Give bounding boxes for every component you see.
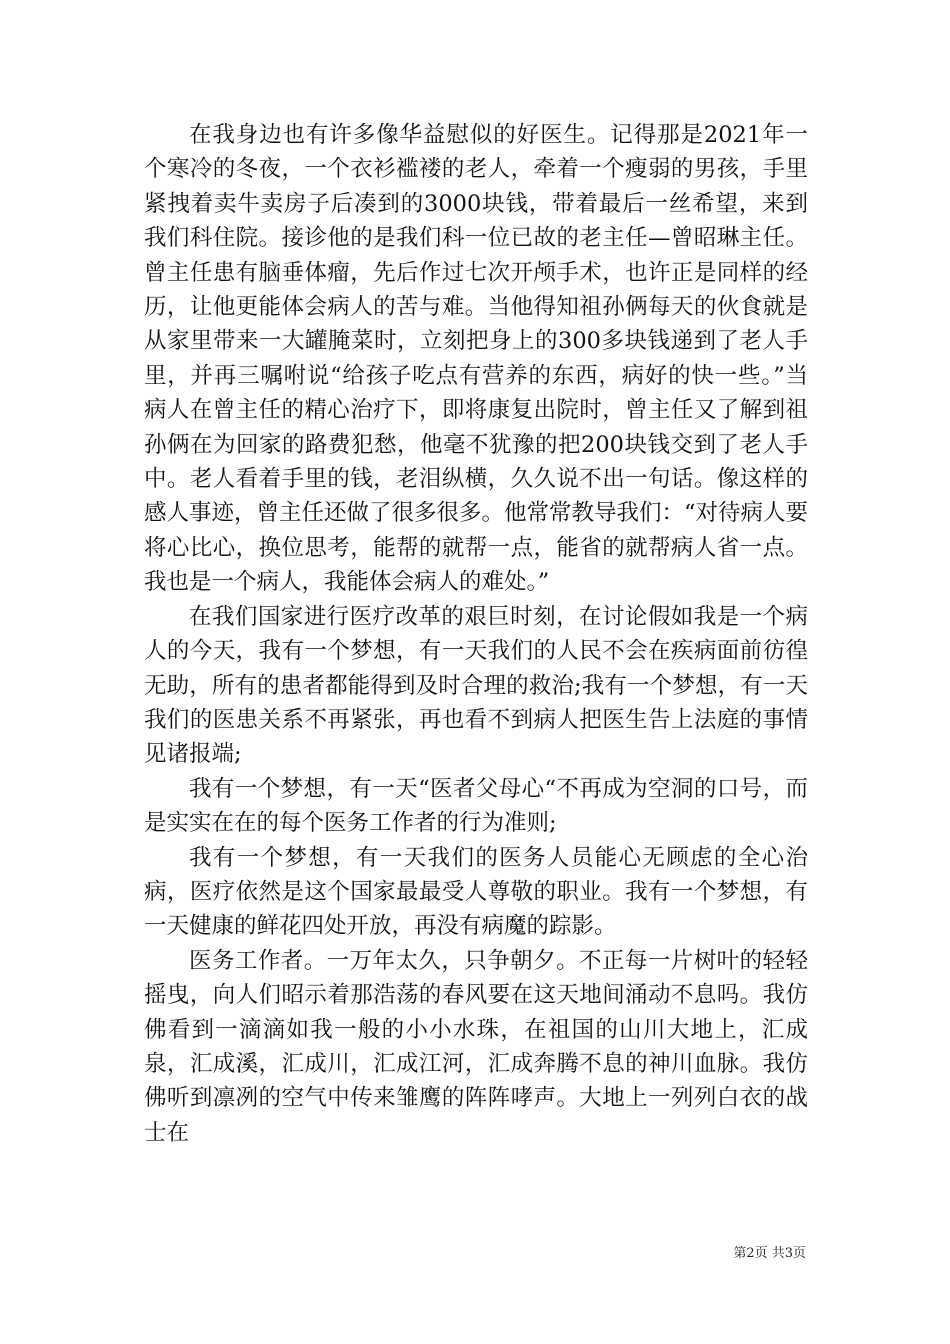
paragraph-dream-principle: 我有一个梦想，有一天“医者父母心“不再成为空洞的口号，而是实实在在的每个医务工作者的行为准则; [144,775,808,837]
document-body [144,118,808,1150]
page-indicator: 第2页 共3页 [733,1246,806,1261]
paragraph-dream-reform: 在我们国家进行医疗改革的艰巨时刻，在讨论假如我是一个病人的今天，我有一个梦想，有一天我们的人民不会在疾病面前彷徨无助，所有的患者都能得到及时合理的救治;我有一个梦想，有一天我们的医患关系不再紧张，再也看不到病人把医生告上法庭的事情见诸报端; [144,603,808,768]
paragraph-medical-workers: 医务工作者。一万年太久，只争朝夕。不正每一片树叶的轻轻摇曳，向人们昭示着那浩荡的春风要在这天地间涌动不息吗。我仿佛看到一滴滴如我一般的小小水珠，在祖国的山川大地上，汇成泉，汇成溪，汇成川，汇成江河，汇成奔腾不息的神川血脉。我仿佛听到凛冽的空气中传来雏鹰的阵阵哮声。大地上一列列白衣的战士在 [144,947,808,1146]
paragraph-doctor-story: 在我身边也有许多像华益慰似的好医生。记得那是2021年一个寒冷的冬夜，一个衣衫褴褛的老人，牵着一个瘦弱的男孩，手里紧拽着卖牛卖房子后凑到的3000块钱，带着最后一丝希望，来到我们科住院。接诊他的是我们科一位已故的老主任—曾昭琳主任。曾主任患有脑垂体瘤，先后作过七次开颅手术，也许正是同样的经历，让他更能体会病人的苦与难。当他得知祖孙俩每天的伙食就是从家里带来一大罐腌菜时，立刻把身上的300多块钱递到了老人手里，并再三嘱咐说“给孩子吃点有营养的东西，病好的快一些。”当病人在曾主任的精心治疗下，即将康复出院时，曾主任又了解到祖孙俩在为回家的路费犯愁，他毫不犹豫的把200块钱交到了老人手中。老人看着手里的钱，老泪纵横，久久说不出一句话。像这样的感人事迹，曾主任还做了很多很多。他常常教导我们：“对待病人要将心比心，换位思考，能帮的就帮一点，能省的就帮病人省一点。我也是一个病人，我能体会病人的难处。” [144,122,809,596]
paragraph-dream-respect: 我有一个梦想，有一天我们的医务人员能心无顾虑的全心治病，医疗依然是这个国家最最受人尊敬的职业。我有一个梦想，有一天健康的鲜花四处开放，再没有病魔的踪影。 [144,844,808,940]
